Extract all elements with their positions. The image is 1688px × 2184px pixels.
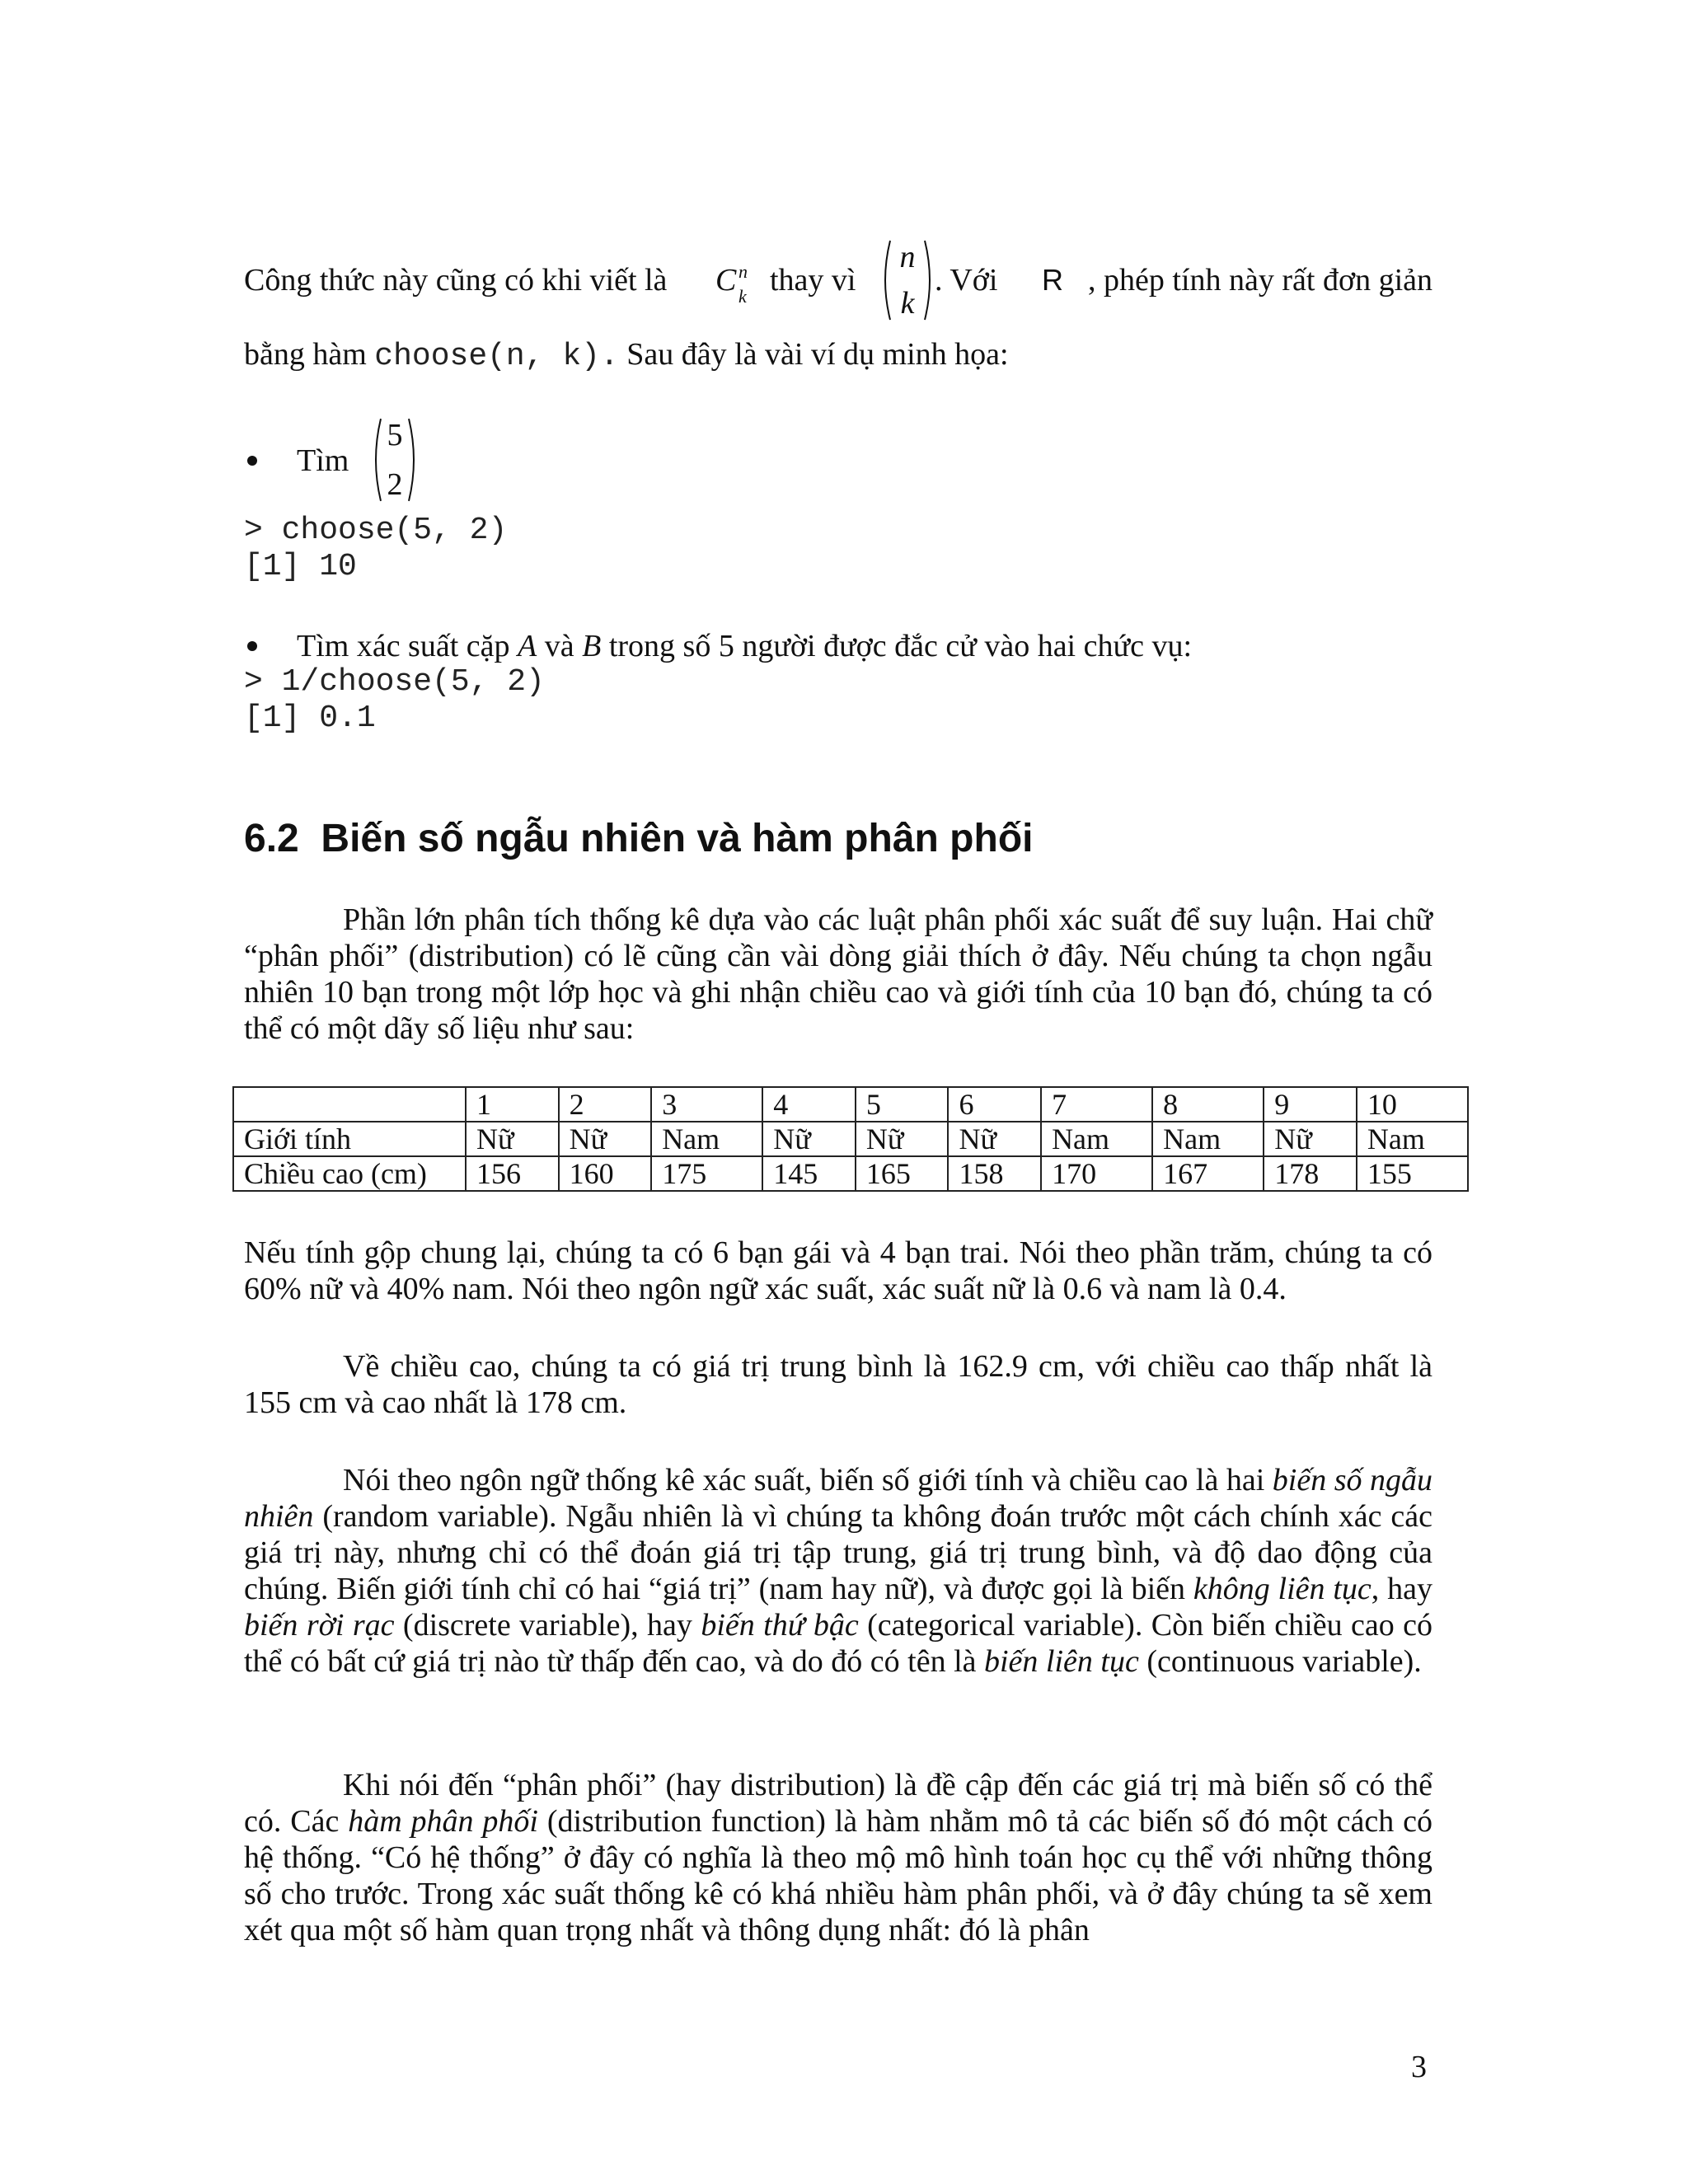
example2-text-1: Tìm xác suất cặp [297, 629, 510, 663]
c-subscript: k [738, 286, 747, 307]
table-cell: 158 [948, 1156, 1041, 1191]
left-paren [879, 239, 892, 321]
binom-top: n [899, 240, 916, 274]
bullet-2 [247, 641, 257, 651]
table-cell: 10 [1357, 1087, 1468, 1122]
table-cell: Chiều cao (cm) [233, 1156, 466, 1191]
intro-text-1: Công thức này cũng có khi viết là [244, 263, 668, 298]
table-cell: Giới tính [233, 1122, 466, 1156]
intro-text-3: . Với [935, 263, 998, 298]
binom-bottom: k [900, 286, 915, 321]
c-superscript: n [738, 261, 748, 282]
table-cell: 170 [1041, 1156, 1152, 1191]
table-row-height [233, 1156, 1468, 1191]
table-cell: Nữ [948, 1122, 1041, 1156]
table-cell: 2 [559, 1087, 652, 1122]
paragraph-5-span: (distribution function) là hàm nhằm mô tả các biến số đó một cách có hệ thống. “Có hệ thống” ở đây có nghĩa là theo mộ mô hình toán học cụ thể với những thông số cho trước. Trong xác suất thống kê có khá nhiều hàm phân phối, và ở đây chúng ta sẽ xem xét qua một số hàm quan trọng nhất và thông dụng nhất: đó là phân [244, 1804, 1432, 1947]
table-cell: 5 [856, 1087, 949, 1122]
r-letter: R [1042, 263, 1063, 297]
table-cell: 156 [466, 1156, 559, 1191]
bullet-1 [247, 456, 257, 466]
binomial-5-2 [369, 417, 420, 503]
italic-term: không liên tục [1193, 1572, 1372, 1606]
example1-label: Tìm [297, 443, 349, 478]
table-cell: Nữ [1264, 1122, 1357, 1156]
example2-text-2: và [544, 629, 574, 663]
table-cell: Nam [1041, 1122, 1152, 1156]
table-cell: 1 [466, 1087, 559, 1122]
paragraph-5 [244, 1767, 1432, 1948]
paragraph-4-span: (discrete variable), hay [394, 1608, 701, 1643]
example2-code-input: > 1/choose(5, 2) [244, 664, 545, 700]
table-cell: Nữ [762, 1122, 856, 1156]
paragraph-4-span: Nói theo ngôn ngữ thống kê xác suất, biến số giới tính và chiều cao là hai [343, 1463, 1273, 1497]
example2-code-output: [1] 0.1 [244, 701, 376, 736]
paragraph-1-text: Phần lớn phân tích thống kê dựa vào các luật phân phối xác suất để suy luận. Hai chữ “phân phối” (distribution) có lẽ cũng cần vài dòng giải thích ở đây. Nếu chúng ta chọn ngẫu nhiên 10 bạn trong một lớp học và ghi nhận chiều cao và giới tính của 10 bạn đó, chúng ta có thể có một dãy số liệu như sau: [244, 902, 1432, 1046]
table-cell: 145 [762, 1156, 856, 1191]
italic-term: hàm phân phối [348, 1804, 538, 1839]
section-heading: 6.2 Biến số ngẫu nhiên và hàm phân phối [244, 817, 1034, 860]
table-cell: 8 [1152, 1087, 1264, 1122]
intro-line-1 [244, 239, 1432, 321]
intro-text-4: , phép tính này rất đơn giản [1088, 263, 1432, 298]
variable-b: B [582, 629, 602, 663]
intro-text-6: Sau đây là vài ví dụ minh họa: [626, 337, 1009, 372]
italic-term: biến rời rạc [244, 1608, 395, 1643]
paragraph-5-span: Khi nói đến “phân phối” (hay distribution) là đề cập đến các giá trị mà biến số có thể có. Các [244, 1768, 1432, 1839]
table-row-gender [233, 1122, 1468, 1156]
c-notation [715, 261, 748, 307]
variable-a: A [518, 629, 537, 663]
example2-text-3: trong số 5 người được đắc cử vào hai chức vụ: [608, 629, 1193, 663]
binom-top: 5 [387, 418, 403, 452]
table-cell: 167 [1152, 1156, 1264, 1191]
left-paren [369, 417, 382, 503]
table-cell: Nữ [466, 1122, 559, 1156]
italic-term: biến liên tục [984, 1644, 1139, 1679]
table-cell: 165 [856, 1156, 949, 1191]
choose-code: choose(n, k). [374, 339, 619, 374]
table-cell: Nữ [856, 1122, 949, 1156]
binomial-n-k [879, 239, 936, 321]
italic-term: biến số ngẫu nhiên [244, 1463, 1432, 1534]
paragraph-3 [244, 1348, 1432, 1421]
table-cell: Nam [1152, 1122, 1264, 1156]
table-cell [233, 1087, 466, 1122]
c-symbol: C [715, 263, 737, 298]
paragraph-4 [244, 1462, 1432, 1680]
paragraph-2-text: Nếu tính gộp chung lại, chúng ta có 6 bạn gái và 4 bạn trai. Nói theo phần trăm, chúng ta có 60% nữ và 40% nam. Nói theo ngôn ngữ xác suất, xác suất nữ là 0.6 và nam là 0.4. [244, 1235, 1432, 1306]
table-cell: 175 [651, 1156, 762, 1191]
example1-code-input: > choose(5, 2) [244, 513, 508, 548]
intro-text-5: bằng hàm [244, 337, 367, 372]
table-cell: 3 [651, 1087, 762, 1122]
table-cell: Nữ [559, 1122, 652, 1156]
table-cell: 178 [1264, 1156, 1357, 1191]
page-number: 3 [1411, 2050, 1427, 2084]
paragraph-4-span: (continuous variable). [1138, 1644, 1422, 1679]
intro-line-2 [244, 336, 1009, 375]
paragraph-4-span: , hay [1371, 1572, 1432, 1606]
paragraph-2 [244, 1235, 1432, 1307]
table-cell: 7 [1041, 1087, 1152, 1122]
table-cell: 4 [762, 1087, 856, 1122]
table-cell: 160 [559, 1156, 652, 1191]
table-cell: 9 [1264, 1087, 1357, 1122]
table-cell: 155 [1357, 1156, 1468, 1191]
italic-term: biến thứ bậc [701, 1608, 859, 1643]
data-table [232, 1086, 1469, 1192]
paragraph-3-text: Về chiều cao, chúng ta có giá trị trung bình là 162.9 cm, với chiều cao thấp nhất là 155 cm và cao nhất là 178 cm. [244, 1349, 1432, 1420]
binom-bottom: 2 [387, 467, 403, 502]
example1-code-output: [1] 10 [244, 549, 357, 584]
paragraph-1 [244, 902, 1432, 1047]
paragraph-4-text [244, 1462, 1432, 1680]
paragraph-4-span: (categorical variable). Còn biến chiều cao có thể có bất cứ giá trị nào từ thấp đến cao, và do đó có tên là [244, 1608, 1432, 1679]
table-cell: Nam [1357, 1122, 1468, 1156]
table-header-row [233, 1087, 1468, 1122]
intro-text-2: thay vì [770, 263, 856, 298]
table-cell: 6 [948, 1087, 1041, 1122]
example2-text [297, 628, 1192, 664]
table-cell: Nam [651, 1122, 762, 1156]
paragraph-4-span: (random variable). Ngẫu nhiên là vì chúng ta không đoán trước một cách chính xác các giá trị này, nhưng chỉ có thể đoán giá trị tập trung, giá trị trung bình, và độ dao động của chúng. Biến giới tính chỉ có hai “giá trị” (nam hay nữ), và được gọi là biến [244, 1499, 1432, 1606]
right-paren [407, 417, 420, 503]
paragraph-5-text [244, 1767, 1432, 1948]
